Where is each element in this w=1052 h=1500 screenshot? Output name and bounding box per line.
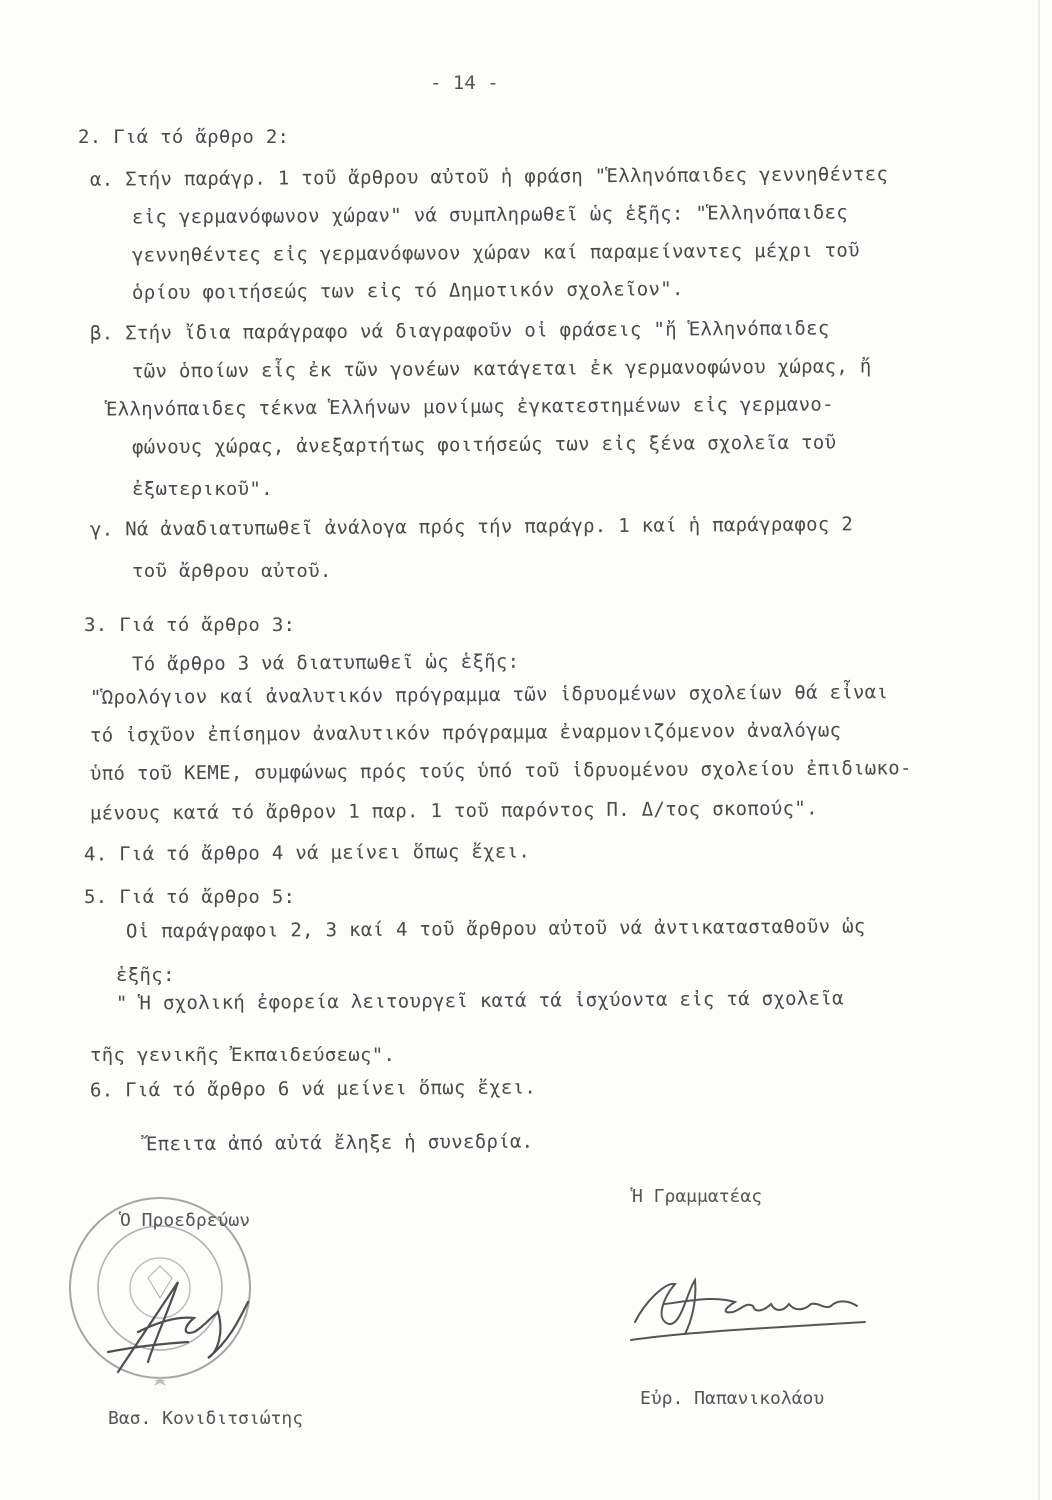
- secretary-title: Ἡ Γραμματέας: [632, 1186, 763, 1207]
- text-line: " Ἡ σχολική ἐφορεία λειτουργεῖ κατά τά ἰσχύοντα εἰς τά σχολεῖα: [115, 987, 844, 1015]
- text-line: τῆς γενικῆς Ἐκπαιδεύσεως".: [90, 1044, 396, 1066]
- text-line: τοῦ ἄρθρου αὐτοῦ.: [132, 560, 332, 582]
- chair-name: Βασ. Κονιδιτσιώτης: [108, 1408, 304, 1429]
- text-line: "Ὡρολόγιον καί ἀναλυτικόν πρόγραμμα τῶν ἱδρυομένων σχολείων θά εἶναι: [89, 681, 889, 709]
- text-line: 3. Γιά τό ἄρθρο 3:: [84, 614, 296, 636]
- text-line: 4. Γιά τό ἄρθρο 4 νά μείνει ὅπως ἔχει.: [83, 840, 531, 866]
- secretary-signature: [625, 1262, 885, 1352]
- text-line: ἐξωτερικοῦ".: [132, 478, 273, 500]
- page-number: - 14 -: [430, 72, 499, 94]
- text-line: φώνους χώρας, ἀνεξαρτήτως φοιτήσεώς των εἰς ξένα σχολεῖα τοῦ: [131, 431, 837, 459]
- secretary-name: Εὐρ. Παπανικολάου: [640, 1388, 825, 1409]
- text-line: Οἱ παράγραφοι 2, 3 καί 4 τοῦ ἄρθρου αὐτοῦ νά ἀντικατασταθοῦν ὡς: [125, 915, 866, 943]
- text-line: τῶν ὁποίων εἷς ἐκ τῶν γονέων κατάγεται ἐκ γερμανοφώνου χώρας, ἤ: [131, 355, 872, 383]
- text-line: α. Στήν παράγρ. 1 τοῦ ἄρθρου αὐτοῦ ἡ φράση "Ἑλληνόπαιδες γεννηθέντες: [89, 163, 889, 191]
- text-line: τό ἰσχῦον ἐπίσημον ἀναλυτικόν πρόγραμμα ἐναρμονιζόμενον ἀναλόγως: [89, 719, 842, 747]
- text-line: γεννηθέντες εἰς γερμανόφωνον χώραν καί παραμείναντες μέχρι τοῦ: [131, 239, 860, 267]
- text-line: Τό ἄρθρο 3 νά διατυπωθεῖ ὡς ἑξῆς:: [131, 650, 520, 676]
- text-line: γ. Νά ἀναδιατυπωθεῖ ἀνάλογα πρός τήν παράγρ. 1 καί ἡ παράγραφος 2: [89, 513, 854, 541]
- text-line: Ἑλληνόπαιδες τέκνα Ἑλλήνων μονίμως ἐγκατεστημένων εἰς γερμανο-: [105, 393, 834, 421]
- text-line: εἰς γερμανόφωνον χώραν" νά συμπληρωθεῖ ὡς ἑξῆς: "Ἑλληνόπαιδες: [131, 201, 849, 229]
- text-line: 2. Γιά τό ἄρθρο 2:: [78, 126, 290, 148]
- text-line: β. Στήν ἴδια παράγραφο νά διαγραφοῦν οἱ φράσεις "ἤ Ἑλληνόπαιδες: [89, 317, 830, 345]
- text-line: 5. Γιά τό ἄρθρο 5:: [84, 886, 296, 908]
- text-line: ἑξῆς:: [116, 964, 175, 986]
- text-line: Ἔπειτα ἀπό αὐτά ἔληξε ἡ συνεδρία.: [145, 1130, 534, 1156]
- text-line: 6. Γιά τό ἄρθρο 6 νά μείνει ὅπως ἔχει.: [89, 1076, 537, 1102]
- text-line: μένους κατά τό ἄρθρον 1 παρ. 1 τοῦ παρόντος Π. Δ/τος σκοπούς".: [89, 797, 818, 825]
- chair-title: Ὁ Προεδρεύων: [120, 1210, 251, 1231]
- chair-signature: [98, 1262, 268, 1382]
- text-line: ὑπό τοῦ ΚΕΜΕ, συμφώνως πρός τούς ὑπό τοῦ ἱδρυομένου σχολείου ἐπιδιωκο-: [89, 757, 912, 785]
- page-edge: [1038, 0, 1040, 1500]
- text-line: ὁρίου φοιτήσεώς των εἰς τό Δημοτικόν σχολεῖον".: [131, 278, 684, 304]
